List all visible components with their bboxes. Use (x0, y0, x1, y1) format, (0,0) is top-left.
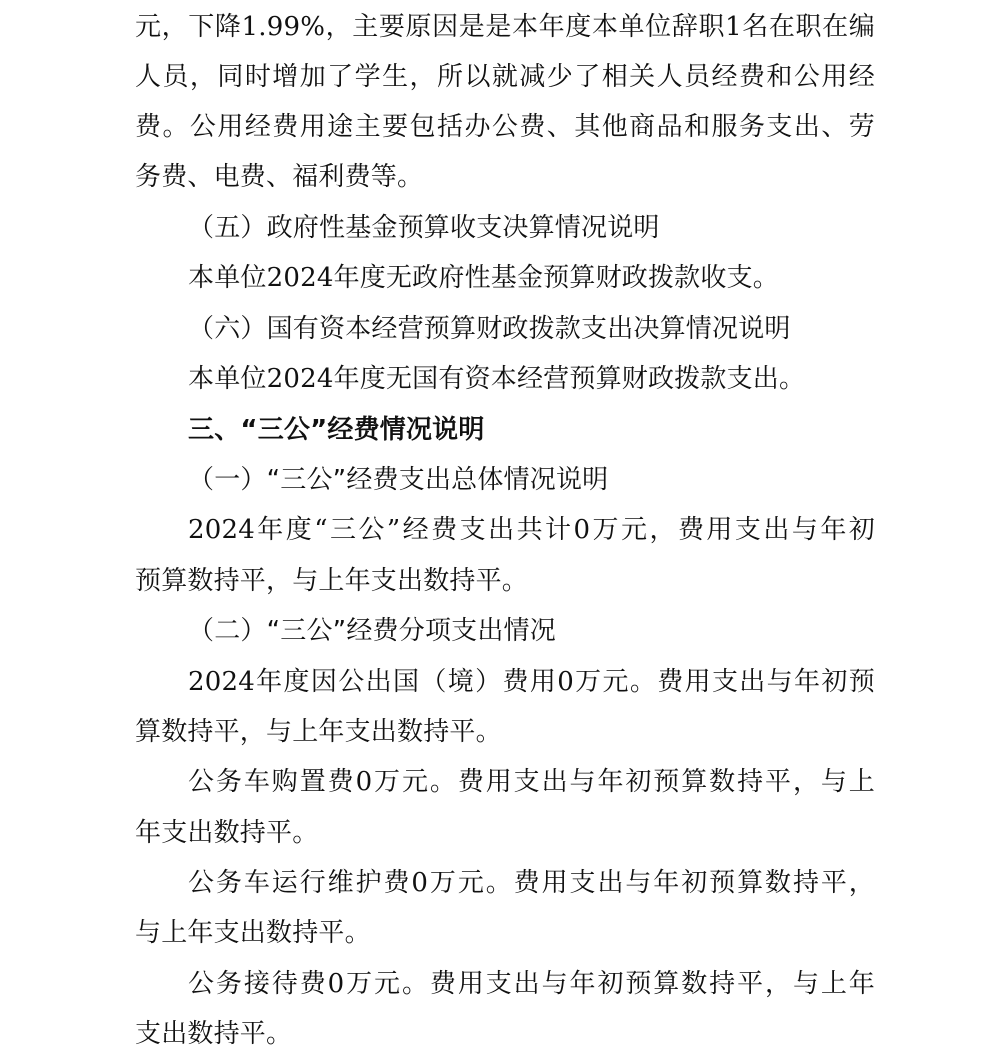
paragraph-line: 本单位2024年度无国有资本经营预算财政拨款支出。 (188, 364, 806, 394)
paragraph-line: 元，下降1.99%，主要原因是是本年度本单位辞职1名在职在编 (135, 12, 875, 42)
paragraph-line: 预算数持平，与上年支出数持平。 (135, 566, 529, 596)
chapter-heading-3: 三、“三公”经费情况说明 (188, 415, 485, 445)
paragraph-line: 人员，同时增加了学生，所以就减少了相关人员经费和公用经 (135, 62, 875, 92)
paragraph-line: 公务接待费0万元。费用支出与年初预算数持平，与上年 (188, 969, 875, 999)
paragraph-line: 算数持平，与上年支出数持平。 (135, 717, 502, 747)
section-heading-1: （一）“三公”经费支出总体情况说明 (188, 465, 609, 495)
section-heading-5: （五）政府性基金预算收支决算情况说明 (188, 213, 660, 243)
paragraph-line: 费。公用经费用途主要包括办公费、其他商品和服务支出、劳 (135, 112, 875, 142)
paragraph-line: 支出数持平。 (135, 1019, 293, 1049)
paragraph-line: 与上年支出数持平。 (135, 918, 371, 948)
section-heading-6: （六）国有资本经营预算财政拨款支出决算情况说明 (188, 314, 791, 344)
paragraph-line: 公务车购置费0万元。费用支出与年初预算数持平，与上 (188, 767, 875, 797)
paragraph-line: 2024年度因公出国（境）费用0万元。费用支出与年初预 (188, 667, 875, 697)
section-heading-2: （二）“三公”经费分项支出情况 (188, 616, 556, 646)
paragraph-line: 2024年度“三公”经费支出共计0万元，费用支出与年初 (188, 515, 875, 545)
paragraph-line: 务费、电费、福利费等。 (135, 162, 424, 192)
paragraph-line: 公务车运行维护费0万元。费用支出与年初预算数持平， (188, 868, 875, 898)
paragraph-line: 本单位2024年度无政府性基金预算财政拨款收支。 (188, 263, 779, 293)
paragraph-line: 年支出数持平。 (135, 818, 319, 848)
